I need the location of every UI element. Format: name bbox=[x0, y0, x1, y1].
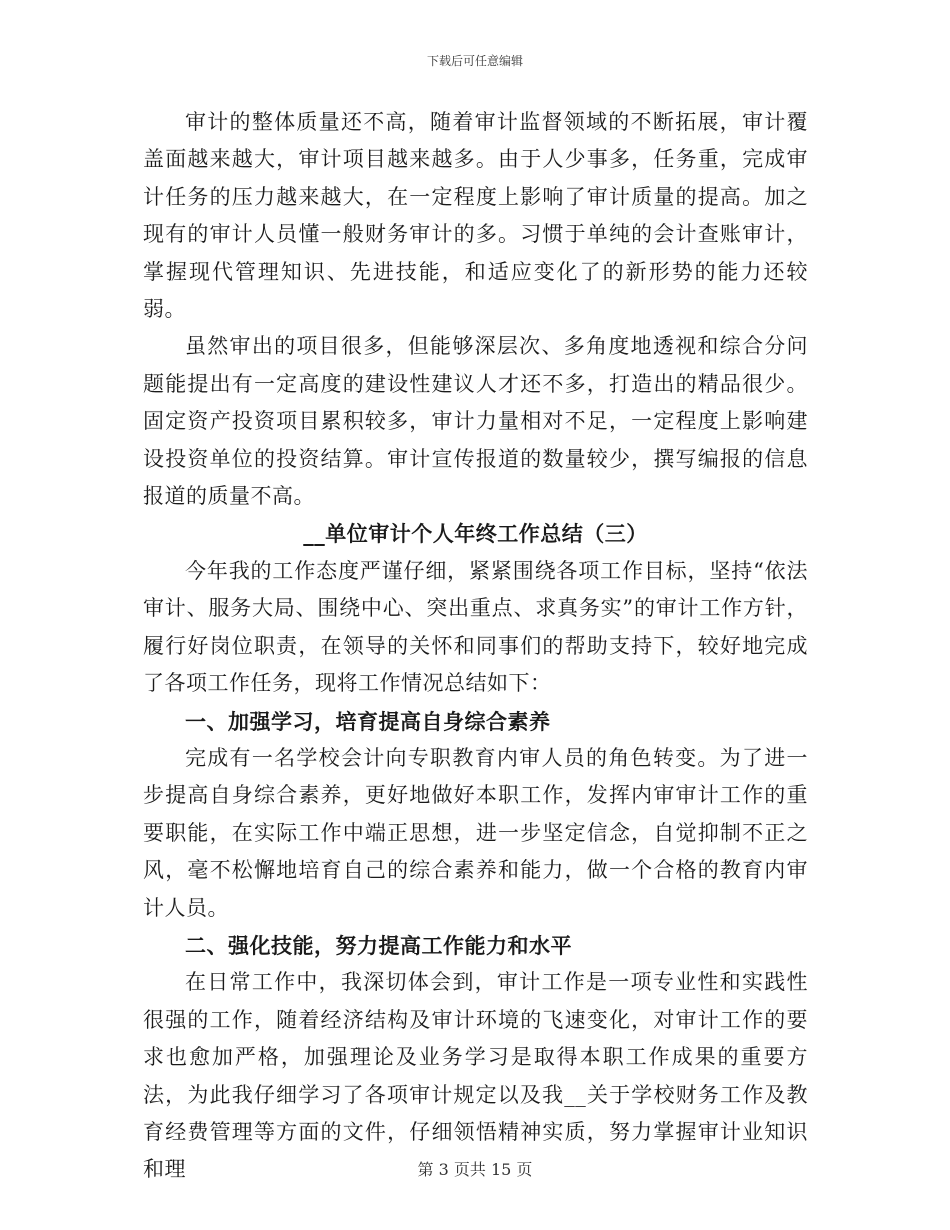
section-heading-skills: 二、强化技能，努力提高工作能力和水平 bbox=[185, 932, 572, 958]
paragraph-intro: 今年我的工作态度严谨仔细，紧紧围绕各项工作目标，坚持“依法审计、服务大局、围绕中心、突出重点、求真务实”的审计工作方针，履行好岗位职责，在领导的关怀和同事们的帮助支持下，较好地完成了各项工作任务，现将工作情况总结如下： bbox=[143, 558, 808, 696]
section-heading-learning: 一、加强学习，培育提高自身综合素养 bbox=[185, 708, 551, 734]
paragraph-audit-quality: 审计的整体质量还不高，随着审计监督领域的不断拓展，审计覆盖面越来越大，审计项目越来越多。由于人少事多，任务重，完成审计任务的压力越来越大，在一定程度上影响了审计质量的提高。加之现有的审计人员懂一般财务审计的多。习惯于单纯的会计查账审计，掌握现代管理知识、先进技能，和适应变化了的新形势的能力还较弱。 bbox=[143, 110, 808, 322]
page-number: 第 3 页共 15 页 bbox=[417, 1160, 533, 1179]
document-body bbox=[143, 104, 808, 1189]
paragraph-audit-projects: 虽然审出的项目很多，但能够深层次、多角度地透视和综合分问题能提出有一定高度的建设性建议人才还不多，打造出的精品很少。固定资产投资项目累积较多，审计力量相对不足，一定程度上影响建设投资单位的投资结算。审计宣传报道的数量较少，撰写编报的信息报道的质量不高。 bbox=[143, 334, 808, 509]
document-title: __单位审计个人年终工作总结（三） bbox=[303, 521, 648, 547]
page-header-note: 下载后可任意编辑 bbox=[426, 54, 523, 68]
paragraph-skills: 在日常工作中，我深切体会到，审计工作是一项专业性和实践性很强的工作，随着经济结构及审计环境的飞速变化，对审计工作的要求也愈加严格，加强理论及业务学习是取得本职工作成果的重要方法，为此我仔细学习了各项审计规定以及我__关于学校财务工作及教育经费管理等方面的文件，仔细领悟精神实质，努力掌握审计业知识和理 bbox=[143, 970, 808, 1182]
paragraph-learning: 完成有一名学校会计向专职教育内审人员的角色转变。为了进一步提高自身综合素养，更好地做好本职工作，发挥内审审计工作的重要职能，在实际工作中端正思想，进一步坚定信念，自觉抑制不正之风，毫不松懈地培育自己的综合素养和能力，做一个合格的教育内审计人员。 bbox=[143, 745, 808, 920]
